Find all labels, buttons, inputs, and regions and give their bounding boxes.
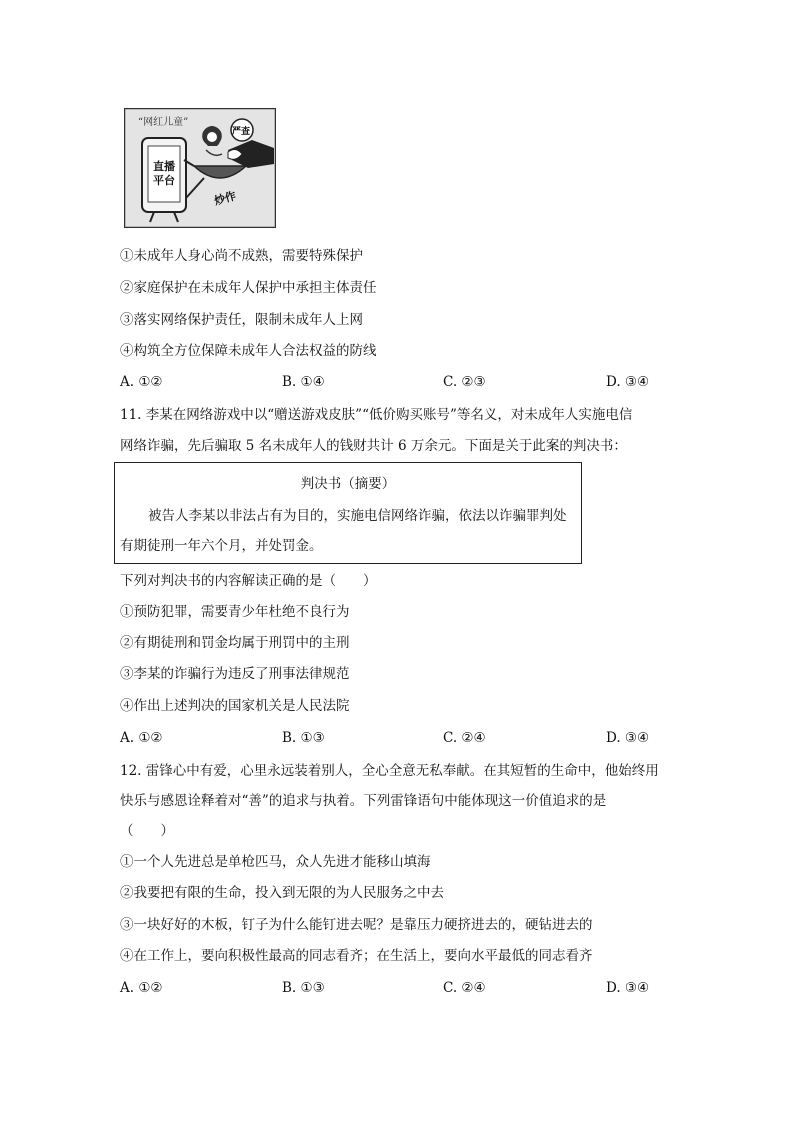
verdict-line-2: 有期徒刑一年六个月，并处罚金。 [120, 538, 323, 554]
q11-item-1: ①预防犯罪，需要青少年杜绝不良行为 [120, 604, 350, 620]
q11-item-2: ②有期徒刑和罚金均属于刑罚中的主刑 [120, 635, 350, 651]
q11-item-4: ④作出上述判决的国家机关是人民法院 [120, 698, 350, 714]
verdict-box [114, 462, 582, 564]
q10-option-c[interactable]: C. ②③ [443, 374, 486, 390]
q11-option-c[interactable]: C. ②④ [443, 730, 486, 746]
q12-option-b[interactable]: B. ①③ [282, 980, 325, 996]
q11-option-b[interactable]: B. ①③ [282, 730, 325, 746]
q12-option-d[interactable]: D. ③④ [606, 980, 650, 996]
screen-text: 直播平台 [153, 160, 175, 187]
q12-item-3: ③一块好好的木板，钉子为什么能钉进去呢？是靠压力硬挤进去的，硬钻进去的 [120, 917, 593, 933]
verdict-line-1: 被告人李某以非法占有为目的，实施电信网络诈骗，依法以诈骗罪判处 [148, 508, 567, 524]
q12-option-a[interactable]: A. ①② [120, 980, 163, 996]
q10-item-1: ①未成年人身心尚不成熟，需要特殊保护 [120, 248, 363, 264]
q11-stem-line2: 网络诈骗，先后骗取 5 名未成年人的钱财共计 6 万余元。下面是关于此案的判决书： [120, 438, 627, 454]
q10-item-4: ④构筑全方位保障未成年人合法权益的防线 [120, 343, 377, 359]
q10-option-a[interactable]: A. ①② [120, 374, 163, 390]
q11-option-d[interactable]: D. ③④ [606, 730, 650, 746]
q12-item-4: ④在工作上，要向积极性最高的同志看齐；在生活上，要向水平最低的同志看齐 [120, 948, 593, 964]
cartoon-illustration [124, 108, 276, 228]
q12-option-c[interactable]: C. ②④ [443, 980, 486, 996]
q12-stem-line2: 快乐与感恩诠释着对“善”的追求与执着。下列雷锋语句中能体现这一价值追求的是 [120, 793, 607, 809]
verdict-title: 判决书（摘要） [300, 476, 396, 492]
q12-item-2: ②我要把有限的生命，投入到无限的为人民服务之中去 [120, 885, 444, 901]
q10-option-b[interactable]: B. ①④ [282, 374, 325, 390]
q10-item-2: ②家庭保护在未成年人保护中承担主体责任 [120, 280, 377, 296]
fry-label: 炒作 [212, 189, 238, 208]
q12-item-1: ①一个人先进总是单枪匹马，众人先进才能移山填海 [120, 854, 431, 870]
q10-option-d[interactable]: D. ③④ [606, 374, 650, 390]
q11-question: 下列对判决书的内容解读正确的是（ ） [120, 573, 377, 589]
q11-option-a[interactable]: A. ①② [120, 730, 163, 746]
q10-item-3: ③落实网络保护责任，限制未成年人上网 [120, 312, 363, 328]
stamp-label: 严查 [232, 127, 251, 137]
cartoon-caption: “网红儿童” [138, 117, 189, 128]
q11-stem-line1: 11. 李某在网络游戏中以“赠送游戏皮肤”“低价购买账号”等名义，对未成年人实施电信 [120, 407, 633, 423]
q12-stem-line3: （ ） [120, 823, 174, 839]
q12-stem-line1: 12. 雷锋心中有爱，心里永远装着别人，全心全意无私奉献。在其短暂的生命中，他始终用 [120, 763, 659, 779]
q11-item-3: ③李某的诈骗行为违反了刑事法律规范 [120, 666, 350, 682]
